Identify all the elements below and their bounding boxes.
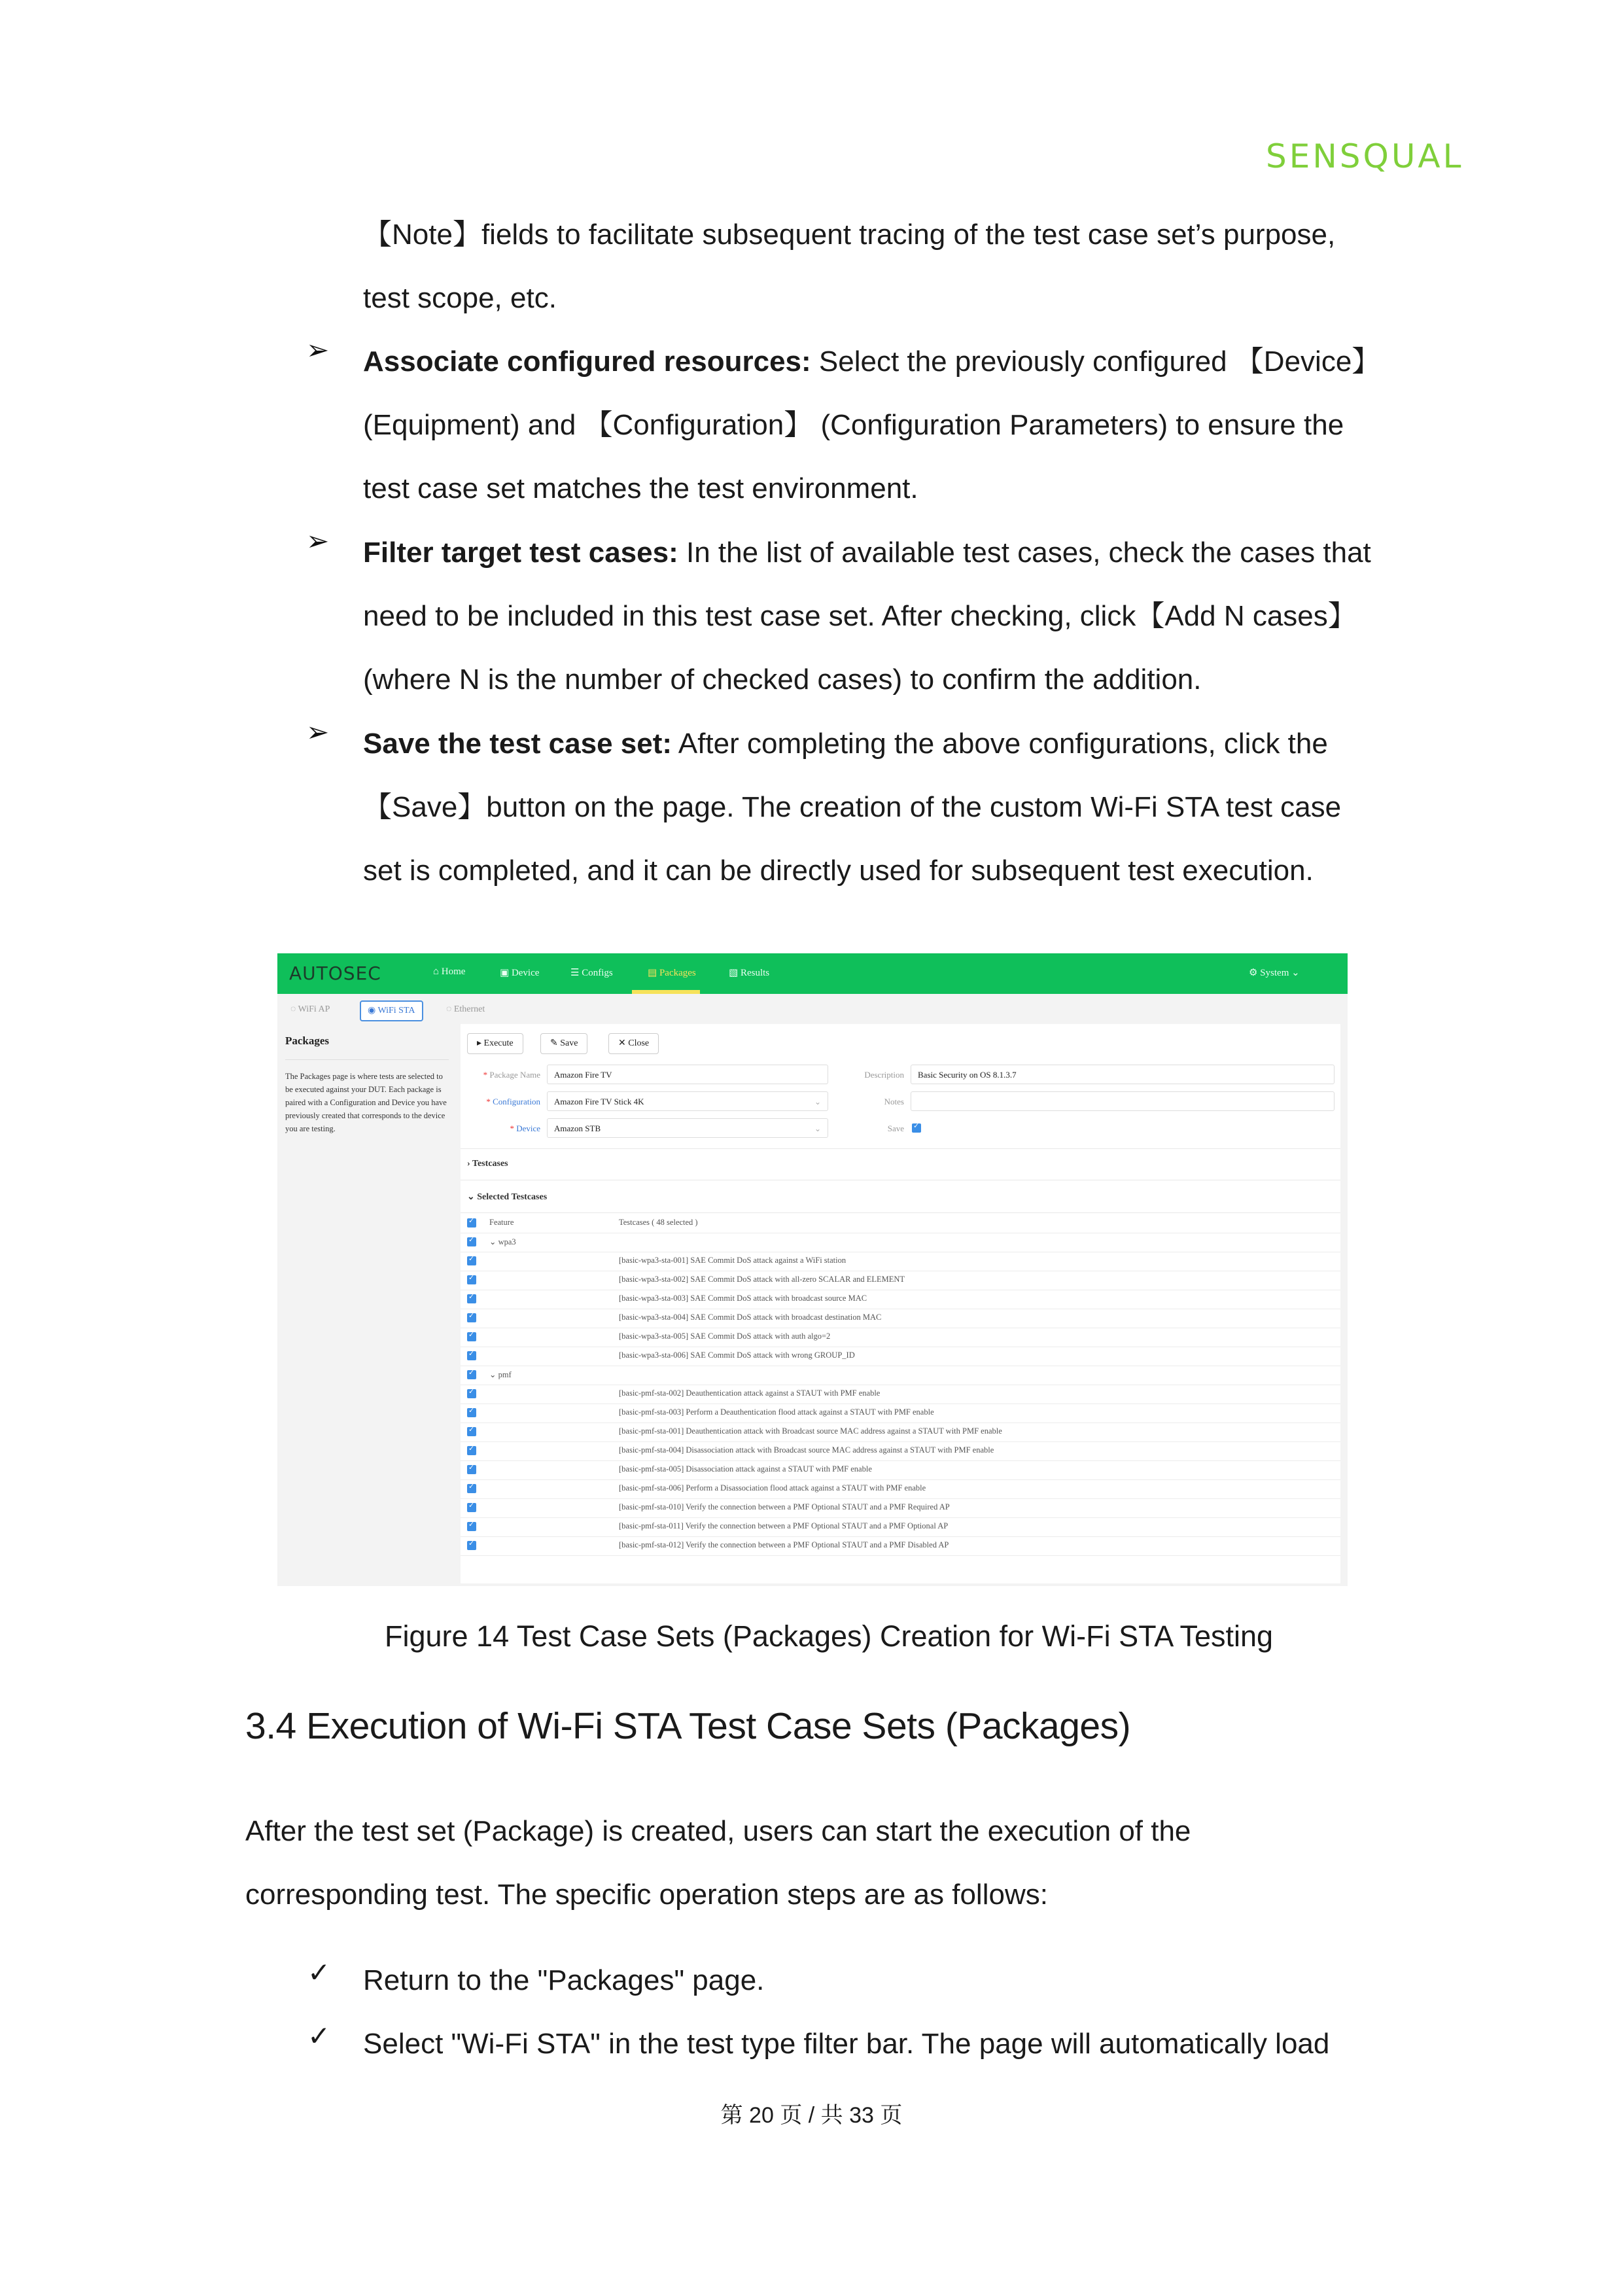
bullet-1-line-1 [363,330,1380,393]
divider [461,1212,1340,1213]
device-select[interactable]: Amazon STB ⌄ [547,1118,828,1138]
row-checkbox[interactable] [467,1313,476,1322]
note-line-1: 【Note】fields to facilitate subsequent tracing of the test case set’s purpose, [363,219,1336,251]
testcase-name: [basic-pmf-sta-010] Verify the connection between a PMF Optional STAUT and a PMF Required AP [619,1502,950,1511]
sidebar-title: Packages [285,1034,330,1047]
nav-configs-label: Configs [582,968,613,978]
save-checkbox[interactable] [912,1123,921,1133]
checkmark-icon: ✓ [307,2020,331,2052]
configuration-select[interactable]: Amazon Fire TV Stick 4K ⌄ [547,1091,828,1111]
packages-icon: ▤ [648,968,657,978]
table-row[interactable] [461,1517,1340,1537]
package-editor [461,1024,1340,1583]
bullet-arrow-icon: ➢ [306,334,330,365]
bullet-2-title: Filter target test cases: [363,537,678,569]
bullet-3-text: After completing the above configurations, click the [672,728,1328,760]
table-row[interactable] [461,1309,1340,1328]
description-input[interactable]: Basic Security on OS 8.1.3.7 [911,1065,1335,1084]
tab-wifi-sta[interactable]: ◉ WiFi STA [360,1000,423,1021]
system-menu[interactable]: ⚙ System ⌄ [1249,968,1300,978]
packages-sidebar [283,1024,454,1580]
section-heading: 3.4 Execution of Wi-Fi STA Test Case Sets (Packages) [245,1705,1131,1747]
bullet-1-line-3: test case set matches the test environment. [363,472,918,504]
nav-home-label: Home [441,966,466,977]
column-header-testcases: Testcases ( 48 selected ) [619,1218,698,1227]
device-label: * Device [510,1123,540,1133]
results-icon: ▧ [729,968,739,978]
divider [461,1148,1340,1149]
save-checkbox-label: Save [887,1123,904,1133]
intro-line-2: corresponding test. The specific operation steps are as follows: [245,1879,1048,1911]
step-1-text: Return to the "Packages" page. [363,1964,765,1996]
bullet-arrow-icon: ➢ [306,525,330,556]
table-row[interactable] [461,1328,1340,1347]
testcase-name: [basic-pmf-sta-011] Verify the connection between a PMF Optional STAUT and a PMF Optional AP [619,1521,949,1530]
table-row[interactable] [461,1385,1340,1404]
configuration-label: * Configuration [486,1097,540,1106]
package-name-input[interactable]: Amazon Fire TV [547,1065,828,1084]
top-nav-bar [277,953,1348,994]
bullet-1-line-2: (Equipment) and 【Configuration】 (Configuration Parameters) to ensure the [363,409,1344,441]
notes-label: Notes [884,1097,904,1106]
group-name: ⌄ wpa3 [489,1237,516,1246]
chevron-down-icon: ⌄ [814,1097,821,1106]
note-line-2: test scope, etc. [363,282,557,314]
testcase-name: [basic-pmf-sta-002] Deauthentication attack against a STAUT with PMF enable [619,1388,881,1398]
description-label: Description [864,1070,904,1080]
row-checkbox[interactable] [467,1541,476,1550]
testcase-name: [basic-wpa3-sta-002] SAE Commit DoS attack with all-zero SCALAR and ELEMENT [619,1275,905,1284]
close-button[interactable]: ✕ Close [608,1033,659,1054]
bullet-2-line-2: need to be included in this test case set. After checking, click【Add N cases】 [363,600,1357,632]
table-row[interactable] [461,1347,1340,1366]
testcase-name: [basic-pmf-sta-012] Verify the connection between a PMF Optional STAUT and a PMF Disabled AP [619,1540,949,1549]
bullet-3-title: Save the test case set: [363,728,672,760]
table-row[interactable] [461,1460,1340,1480]
selected-testcases-toggle[interactable]: ⌄ Selected Testcases [467,1192,548,1202]
table-header [461,1214,1340,1233]
testcase-name: [basic-wpa3-sta-006] SAE Commit DoS attack with wrong GROUP_ID [619,1351,855,1360]
test-type-tabs [277,994,1348,1023]
bullet-2-line-3: (where N is the number of checked cases) to confirm the addition. [363,663,1202,696]
group-name: ⌄ pmf [489,1370,512,1379]
bullet-3-line-3: set is completed, and it can be directly used for subsequent test execution. [363,855,1314,887]
table-row[interactable] [461,1252,1340,1271]
device-icon: ▣ [500,968,510,978]
column-header-feature: Feature [489,1218,514,1227]
figure-caption: Figure 14 Test Case Sets (Packages) Creation for Wi-Fi STA Testing [385,1619,1274,1653]
row-checkbox[interactable] [467,1256,476,1265]
autosec-logo: AUTOSEC [289,963,381,984]
row-checkbox[interactable] [467,1503,476,1512]
sensqual-logo: SENSQUAL [1266,137,1464,175]
testcase-name: [basic-wpa3-sta-003] SAE Commit DoS attack with broadcast source MAC [619,1294,867,1303]
bullet-2-line-1 [363,521,1371,584]
testcases-section-toggle[interactable]: › Testcases [467,1159,508,1169]
table-row[interactable] [461,1536,1340,1556]
row-checkbox[interactable] [467,1351,476,1360]
checkmark-icon: ✓ [307,1956,331,1988]
notes-textarea[interactable] [911,1091,1335,1111]
row-checkbox[interactable] [467,1484,476,1493]
packages-screenshot [277,953,1348,1586]
table-row[interactable] [461,1498,1340,1518]
chevron-down-icon: ⌄ [814,1124,821,1133]
configs-icon: ☰ [570,968,580,978]
testcase-name: [basic-pmf-sta-001] Deauthentication attack with Broadcast source MAC address against a STAUT with PMF enable [619,1426,1002,1436]
table-row[interactable] [461,1290,1340,1309]
bullet-1-title: Associate configured resources: [363,345,811,378]
selected-testcases-table [461,1214,1340,1549]
nav-device-label: Device [511,968,540,978]
nav-results[interactable] [729,966,769,979]
bullet-arrow-icon: ➢ [306,716,330,747]
table-row[interactable] [461,1271,1340,1290]
row-checkbox[interactable] [467,1294,476,1303]
home-icon: ⌂ [433,966,440,977]
testcase-name: [basic-pmf-sta-004] Disassociation attack with Broadcast source MAC address against a STAUT with PMF enable [619,1445,994,1455]
intro-line-1: After the test set (Package) is created, users can start the execution of the [245,1815,1191,1847]
table-group-row[interactable] [461,1233,1340,1252]
testcase-name: [basic-wpa3-sta-001] SAE Commit DoS attack against a WiFi station [619,1256,846,1265]
testcase-name: [basic-pmf-sta-005] Disassociation attack against a STAUT with PMF enable [619,1464,872,1474]
select-all-checkbox[interactable] [467,1218,476,1227]
testcase-name: [basic-wpa3-sta-005] SAE Commit DoS attack with auth algo=2 [619,1332,831,1341]
table-row[interactable] [461,1441,1340,1461]
table-row[interactable] [461,1404,1340,1423]
row-checkbox[interactable] [467,1465,476,1474]
table-row[interactable] [461,1479,1340,1499]
step-2-text: Select "Wi-Fi STA" in the test type filter bar. The page will automatically load [363,2028,1330,2060]
sidebar-divider [285,1059,449,1060]
row-checkbox[interactable] [467,1446,476,1455]
bullet-3-line-2: 【Save】button on the page. The creation of the custom Wi-Fi STA test case [363,791,1342,823]
tab-wifi-ap[interactable]: ◌ WiFi AP [290,1004,330,1014]
nav-packages-label: Packages [659,968,696,978]
nav-results-label: Results [740,968,770,978]
nav-packages[interactable] [648,966,696,979]
bullet-3-line-1 [363,712,1328,775]
row-checkbox[interactable] [467,1332,476,1341]
row-checkbox[interactable] [467,1427,476,1436]
row-checkbox[interactable] [467,1522,476,1531]
group-checkbox[interactable] [467,1237,476,1246]
table-row[interactable] [461,1422,1340,1442]
row-checkbox[interactable] [467,1408,476,1417]
group-checkbox[interactable] [467,1370,476,1379]
package-name-label: * Package Name [483,1070,540,1080]
tab-ethernet[interactable]: ◌ Ethernet [446,1004,485,1014]
bullet-1-text: Select the previously configured 【Device】 [811,345,1381,378]
bullet-2-text: In the list of available test cases, check the cases that [678,537,1371,569]
execute-button[interactable]: ▸ Execute [467,1033,523,1054]
testcase-name: [basic-wpa3-sta-004] SAE Commit DoS attack with broadcast destination MAC [619,1313,882,1322]
sidebar-description: The Packages page is where tests are selected to be executed against your DUT. Each package is paired with a Configuration and Device you have previously created that corresponds to the device you are testing. [285,1072,447,1133]
row-checkbox[interactable] [467,1389,476,1398]
row-checkbox[interactable] [467,1275,476,1284]
page-footer: 第 20 页 / 共 33 页 [720,2103,903,2128]
testcase-name: [basic-pmf-sta-006] Perform a Disassociation flood attack against a STAUT with PMF enable [619,1483,926,1492]
nav-configs[interactable] [570,966,613,979]
save-button[interactable]: ✎ Save [540,1033,587,1054]
testcase-name: [basic-pmf-sta-003] Perform a Deauthentication flood attack against a STAUT with PMF enable [619,1407,934,1417]
nav-home[interactable] [433,966,465,978]
nav-device[interactable] [500,966,539,979]
table-group-row[interactable] [461,1366,1340,1385]
